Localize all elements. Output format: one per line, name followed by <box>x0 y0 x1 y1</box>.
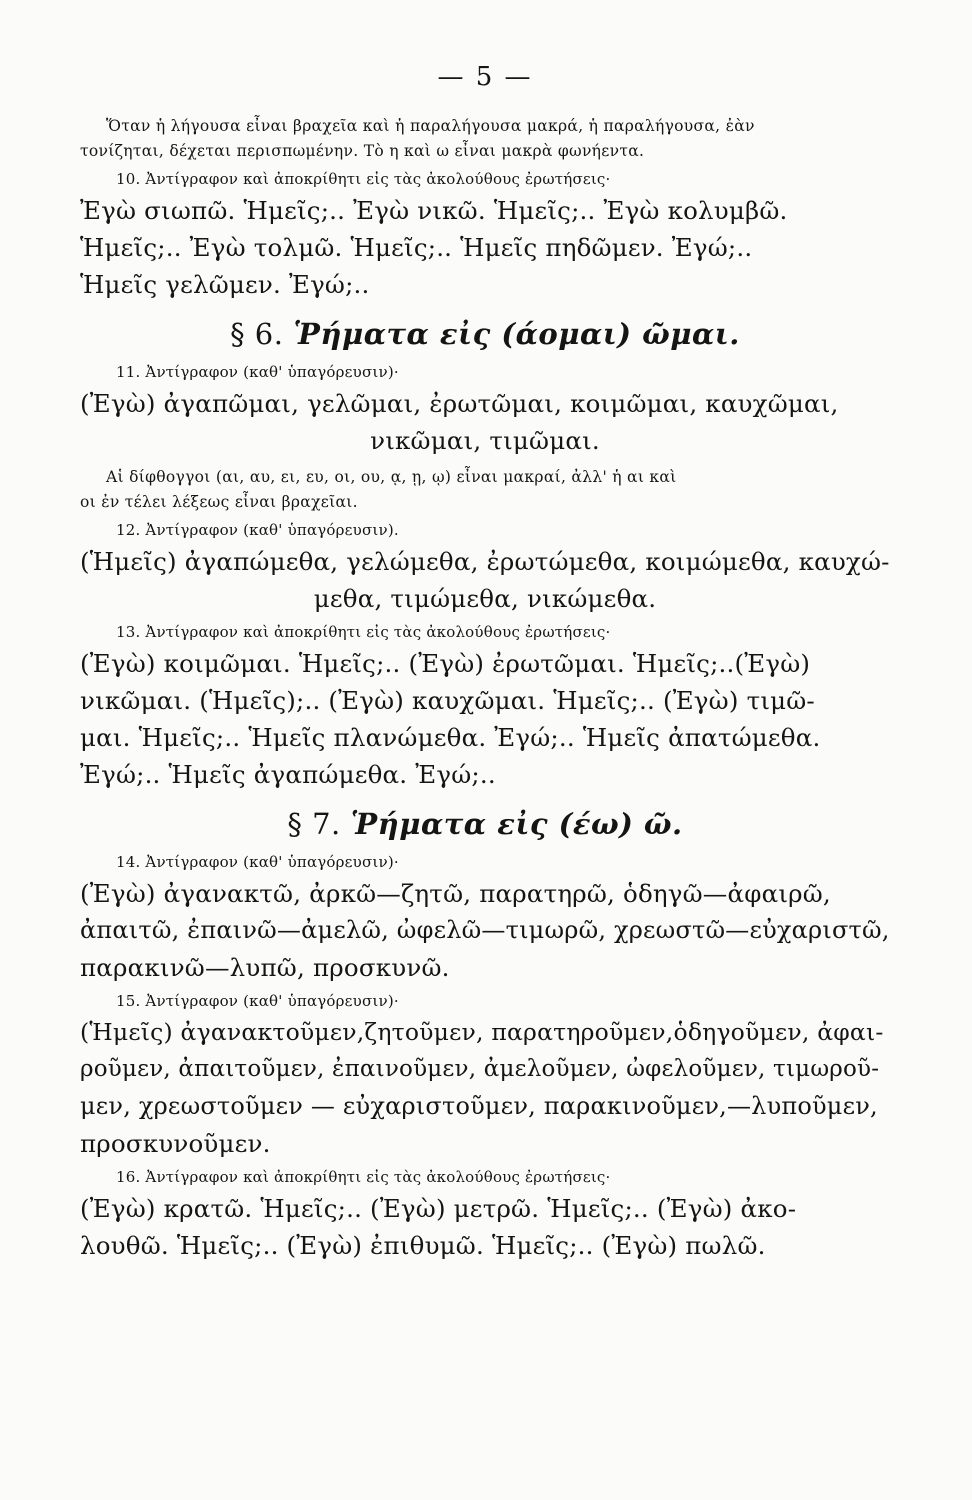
exercise-14-heading: 14. Ἀντίγραφον (καθ' ὑπαγόρευσιν)· <box>116 853 399 871</box>
exercise-13-text <box>80 645 890 793</box>
exercise-16-line: (Ἐγὼ) κρατῶ. Ἡμεῖς;.. (Ἐγὼ) μετρῶ. Ἡμεῖς;.. (Ἐγὼ) ἀκο- <box>80 1194 797 1223</box>
exercise-15-line: ροῦμεν, ἀπαιτοῦμεν, ἐπαινοῦμεν, ἀμελοῦμεν, ὠφελοῦμεν, τιμωροῦ- <box>80 1056 880 1082</box>
section-6-number: § 6. <box>230 317 284 351</box>
exercise-13-line: νικῶμαι. (Ἡμεῖς);.. (Ἐγὼ) καυχῶμαι. Ἡμεῖς;.. (Ἐγὼ) τιμῶ- <box>80 686 815 715</box>
section-7-title: Ῥήματα εἰς (έω) ῶ. <box>350 807 683 841</box>
section-6-heading <box>80 317 890 351</box>
exercise-16-heading: 16. Ἀντίγραφον καὶ ἀποκρίθητι εἰς τὰς ἀκολούθους ἐρωτήσεις· <box>116 1168 611 1186</box>
exercise-12-text <box>80 543 890 617</box>
exercise-14-text <box>80 875 890 986</box>
section-7-heading <box>80 807 890 841</box>
exercise-10-line: Ἡμεῖς γελῶμεν. Ἐγώ;.. <box>80 270 370 299</box>
page-number: — 5 — <box>437 62 533 92</box>
exercise-13-line: (Ἐγὼ) κοιμῶμαι. Ἡμεῖς;.. (Ἐγὼ) ἐρωτῶμαι. Ἡμεῖς;..(Ἐγὼ) <box>80 649 811 678</box>
exercise-12-line: (Ἡμεῖς) ἀγαπώμεθα, γελώμεθα, ἐρωτώμεθα, κοιμώμεθα, καυχώ- <box>80 547 890 576</box>
exercise-15-heading: 15. Ἀντίγραφον (καθ' ὑπαγόρευσιν)· <box>116 992 399 1010</box>
exercise-16-line: λουθῶ. Ἡμεῖς;.. (Ἐγὼ) ἐπιθυμῶ. Ἡμεῖς;.. (Ἐγὼ) πωλῶ. <box>80 1231 766 1260</box>
diphthong-note-line-1: Αἱ δίφθογγοι (αι, αυ, ει, ευ, οι, ου, ᾳ, ῃ, ῳ) εἶναι μακραί, ἀλλ' ἡ αι καὶ <box>106 468 677 486</box>
section-6-title: Ῥήματα εἰς (άομαι) ῶμαι. <box>293 317 740 351</box>
exercise-14-line: (Ἐγὼ) ἀγανακτῶ, ἀρκῶ—ζητῶ, παρατηρῶ, ὁδηγῶ—ἀφαιρῶ, <box>80 879 831 908</box>
exercise-14-line: παρακινῶ—λυπῶ, προσκυνῶ. <box>80 953 450 982</box>
exercise-10-heading: 10. Ἀντίγραφον καὶ ἀποκρίθητι εἰς τὰς ἀκολούθους ἐρωτήσεις· <box>116 170 611 188</box>
exercise-11-line: νικῶμαι, τιμῶμαι. <box>370 426 600 455</box>
exercise-16-text <box>80 1190 890 1264</box>
exercise-15-line: προσκυνοῦμεν. <box>80 1129 271 1158</box>
exercise-15-text <box>80 1014 890 1162</box>
exercise-15-line: μεν, χρεωστοῦμεν — εὐχαριστοῦμεν, παρακινοῦμεν,—λυποῦμεν, <box>80 1092 878 1120</box>
intro-rule-line-2: τονίζηται, δέχεται περισπωμένην. Τὸ η καὶ ω εἶναι μακρὰ φωνήεντα. <box>80 142 645 160</box>
exercise-10-text <box>80 192 890 303</box>
exercise-10-line: Ἐγὼ σιωπῶ. Ἡμεῖς;.. Ἐγὼ νικῶ. Ἡμεῖς;.. Ἐγὼ κολυμβῶ. <box>80 196 788 225</box>
section-7-number: § 7. <box>287 807 341 841</box>
exercise-13-line: μαι. Ἡμεῖς;.. Ἡμεῖς πλανώμεθα. Ἐγώ;.. Ἡμεῖς ἀπατώμεθα. <box>80 723 821 752</box>
exercise-10-line: Ἡμεῖς;.. Ἐγὼ τολμῶ. Ἡμεῖς;.. Ἡμεῖς πηδῶμεν. Ἐγώ;.. <box>80 233 753 262</box>
exercise-11-line: (Ἐγὼ) ἀγαπῶμαι, γελῶμαι, ἐρωτῶμαι, κοιμῶμαι, καυχῶμαι, <box>80 389 839 418</box>
exercise-11-text <box>80 385 890 459</box>
intro-rule-line-1: Ὅταν ἡ λήγουσα εἶναι βραχεῖα καὶ ἡ παραλήγουσα μακρά, ἡ παραλήγουσα, ἐὰν <box>106 117 755 135</box>
exercise-12-heading: 12. Ἀντίγραφον (καθ' ὑπαγόρευσιν). <box>116 521 399 539</box>
exercise-14-line: ἀπαιτῶ, ἐπαινῶ—ἀμελῶ, ὠφελῶ—τιμωρῶ, χρεωστῶ—εὐχαριστῶ, <box>80 916 890 944</box>
exercise-13-heading: 13. Ἀντίγραφον καὶ ἀποκρίθητι εἰς τὰς ἀκολούθους ἐρωτήσεις· <box>116 623 611 641</box>
diphthong-note-line-2: οι ἐν τέλει λέξεως εἶναι βραχεῖαι. <box>80 493 358 511</box>
exercise-11-heading: 11. Ἀντίγραφον (καθ' ὑπαγόρευσιν)· <box>116 363 399 381</box>
exercise-15-line: (Ἡμεῖς) ἀγανακτοῦμεν,ζητοῦμεν, παρατηροῦμεν,ὁδηγοῦμεν, ἀφαι- <box>80 1018 884 1046</box>
exercise-13-line: Ἐγώ;.. Ἡμεῖς ἀγαπώμεθα. Ἐγώ;.. <box>80 760 496 789</box>
exercise-12-line: μεθα, τιμώμεθα, νικώμεθα. <box>313 584 657 613</box>
